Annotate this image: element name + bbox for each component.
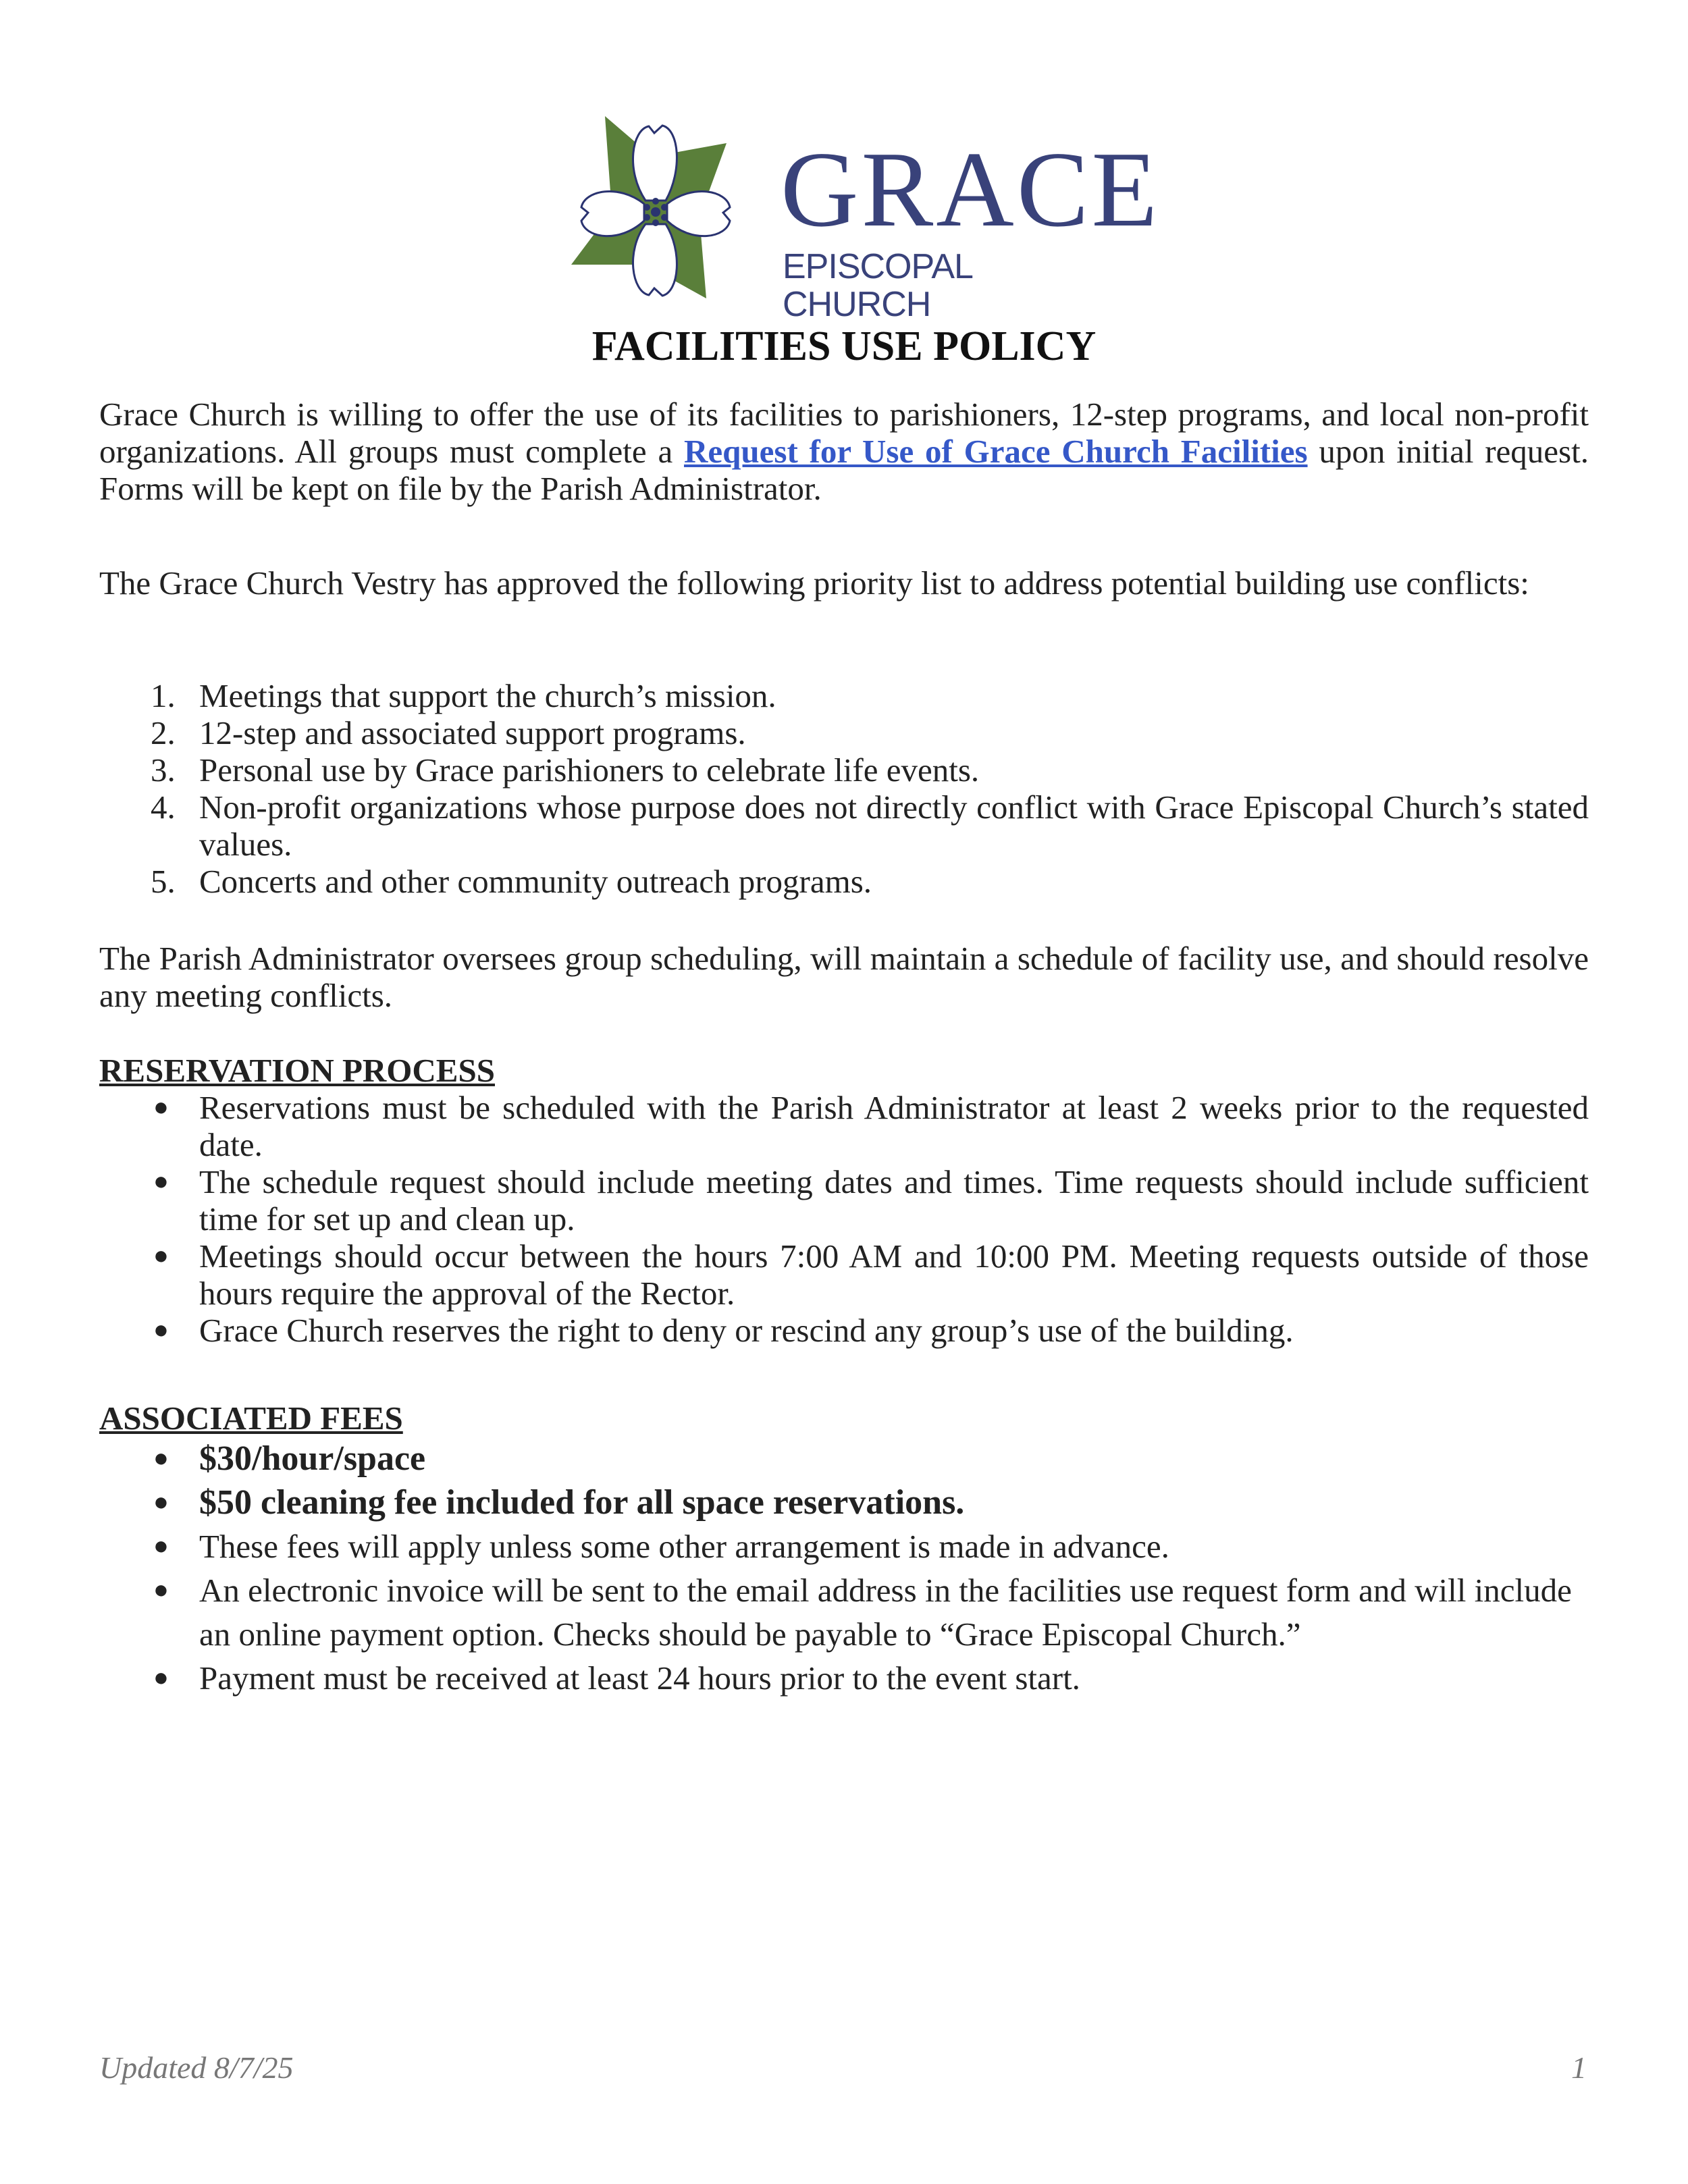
dogwood-flower-icon [571, 116, 767, 305]
bullet-icon: ● [153, 1167, 169, 1196]
list-text: Meetings that support the church’s mission. [199, 677, 776, 714]
priority-list [99, 677, 1589, 900]
bullet-icon: ● [153, 1576, 169, 1604]
list-item [99, 714, 1589, 751]
bullet-icon: ● [153, 1444, 169, 1472]
logo-name: GRACE [781, 129, 1161, 249]
bullet-icon: ● [153, 1663, 169, 1692]
list-number: 1. [151, 677, 176, 714]
list-number: 5. [151, 863, 176, 900]
updated-date: Updated 8/7/25 [99, 2050, 294, 2085]
list-text: 12-step and associated support programs. [199, 714, 746, 751]
logo-subtitle: EPISCOPAL CHURCH [783, 247, 972, 324]
list-text: Non-profit organizations whose purpose does not directly conflict with Grace Episcopal Church’s stated values. [199, 789, 1589, 863]
list-text: These fees will apply unless some other arrangement is made in advance. [199, 1528, 1169, 1565]
list-item [99, 863, 1589, 900]
list-item [99, 1656, 1589, 1700]
reservation-section [99, 1052, 1589, 1349]
list-item [99, 1481, 1589, 1524]
reservation-heading: RESERVATION PROCESS [99, 1052, 495, 1089]
list-item [99, 1163, 1589, 1237]
list-text: $30/hour/space [199, 1439, 426, 1478]
intro-text-end: upon initial request. Forms will be kept on file by the Parish Administrator. [99, 433, 1589, 507]
bullet-icon: ● [153, 1532, 169, 1560]
page-title: FACILITIES USE POLICY [591, 323, 1097, 369]
list-item [99, 789, 1589, 863]
list-text: Meetings should occur between the hours 7:00 AM and 10:00 PM. Meeting requests outside of those hours require the approval of the Rector. [199, 1237, 1589, 1312]
list-text: Personal use by Grace parishioners to celebrate life events. [199, 751, 980, 789]
list-item [99, 1312, 1589, 1349]
list-item [99, 1568, 1589, 1656]
page-number: 1 [1571, 2050, 1587, 2085]
priority-intro: The Grace Church Vestry has approved the following priority list to address potential building use conflicts: [99, 564, 1529, 602]
bullet-icon: ● [153, 1488, 169, 1516]
admin-note: The Parish Administrator oversees group scheduling, will maintain a schedule of facility use, and should resolve any meeting conflicts. [99, 940, 1589, 1014]
list-text: Reservations must be scheduled with the Parish Administrator at least 2 weeks prior to the requested date. [199, 1089, 1589, 1163]
list-item [99, 1089, 1589, 1163]
fees-section [99, 1400, 1589, 1700]
list-number: 4. [151, 789, 176, 826]
list-text: An electronic invoice will be sent to the email address in the facilities use request form and will include an online payment option. Checks should be payable to “Grace Episcopal Church.” [199, 1572, 1572, 1653]
intro-paragraph [99, 396, 1589, 507]
list-item [99, 677, 1589, 714]
request-form-link[interactable]: Request for Use of Grace Church Facilities [683, 433, 1308, 470]
list-number: 3. [151, 751, 176, 789]
list-text: Grace Church reserves the right to deny or rescind any group’s use of the building. [199, 1312, 1294, 1349]
list-text: Concerts and other community outreach programs. [199, 863, 872, 900]
bullet-icon: ● [153, 1242, 169, 1270]
fees-heading: ASSOCIATED FEES [99, 1400, 403, 1437]
bullet-icon: ● [153, 1093, 169, 1121]
list-item [99, 1237, 1589, 1312]
list-item [99, 1437, 1589, 1481]
list-number: 2. [151, 714, 176, 751]
list-item [99, 751, 1589, 789]
list-text: $50 cleaning fee included for all space reservations. [199, 1483, 965, 1522]
list-text: The schedule request should include meeting dates and times. Time requests should include sufficient time for set up and clean up. [199, 1163, 1589, 1237]
list-item [99, 1524, 1589, 1568]
bullet-icon: ● [153, 1316, 169, 1344]
intro-text: Grace Church is willing to offer the use of its facilities to parishioners, 12-step programs, and local non-profit organizations. All groups must complete a [99, 396, 1589, 470]
grace-church-logo [571, 116, 1161, 324]
list-text: Payment must be received at least 24 hours prior to the event start. [199, 1659, 1080, 1697]
